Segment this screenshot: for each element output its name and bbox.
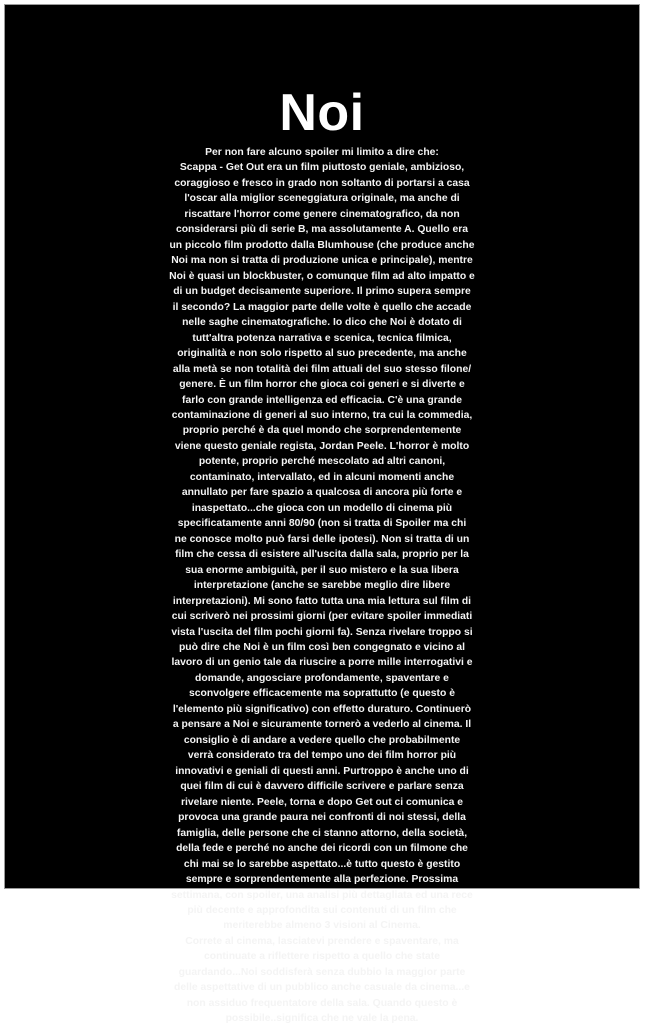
review-line: di un budget decisamente superiore. Il primo supera sempre	[173, 286, 471, 298]
review-line: Scappa - Get Out era un film piuttosto geniale, ambizioso,	[179, 162, 465, 174]
review-line: delle aspettative di un pubblico anche casuale da cinema...e	[174, 982, 470, 994]
review-line: provoca una grande paura nei confronti di noi stessi, della	[178, 812, 466, 824]
review-line: riscattare l'horror come genere cinematografico, da non	[184, 208, 460, 220]
review-line: famiglia, delle persone che ci stanno attorno, della società,	[176, 827, 468, 839]
review-line: a pensare a Noi e sicuramente tornerò a vederlo al cinema. Il	[172, 719, 472, 731]
review-line: sua enorme ambiguità, per il suo mistero e la sua libera	[185, 564, 459, 576]
review-line: lavoro di un genio tale da riuscire a porre mille interrogativi e	[171, 657, 473, 669]
review-line: proprio perché è da quel mondo che sorprendentemente	[182, 425, 462, 437]
review-line: viene questo geniale regista, Jordan Peele. L'horror è molto	[174, 440, 470, 452]
review-line: originalità e non solo rispetto al suo precedente, ma anche	[177, 348, 467, 360]
review-line: film che cessa di esistere all'uscita dalla sala, proprio per la	[175, 549, 469, 561]
review-line: guardando...Noi soddisferà senza dubbio la maggior parte	[178, 966, 466, 978]
review-line: della fede e perché no anche dei ricordi con un filmone che	[176, 843, 468, 855]
review-line: possibile..significa che ne vale la pena.	[225, 1013, 419, 1025]
review-line: l'elemento più significativo) con effetto duraturo. Continuerò	[172, 703, 472, 715]
review-line: inaspettato...che gioca con un modello di cinema più	[191, 502, 453, 514]
review-line: alla metà se non totalità dei film attuali del suo stesso filone/	[172, 363, 472, 375]
review-line: non assiduo frequentatore della sala. Quando questo è	[186, 997, 458, 1009]
review-line: domande, angosciare profondamente, spaventare e	[195, 672, 449, 684]
review-line: contaminazione di generi al suo interno, tra cui la commedia,	[171, 409, 473, 421]
review-line: cui scriverò nei prossimi giorni (per evitare spoiler immediati	[171, 611, 473, 623]
review-line: specificatamente anni 80/90 (non si tratta di Spoiler ma chi	[177, 518, 467, 530]
review-line: l'oscar alla miglior sceneggiatura originale, ma anche di	[184, 193, 460, 205]
review-line: interpretazione (anche se sarebbe meglio dire libere	[193, 580, 451, 592]
page-title: Noi	[279, 84, 365, 142]
review-line: sempre e sorprendentemente alla perfezione. Prossima	[185, 874, 459, 886]
review-line: continuate a riflettere rispetto a quello che state	[203, 951, 441, 963]
review-line: chi mai se lo sarebbe aspettato...è tutto questo è gestito	[183, 858, 461, 870]
review-text	[5, 145, 639, 1027]
review-line: Per non fare alcuno spoiler mi limito a dire che:	[205, 147, 439, 158]
review-line: Noi è quasi un blockbuster, o comunque film ad alto impatto e	[169, 270, 475, 282]
review-line: ne conosce molto può farsi delle ipotesi). Non si tratta di un	[174, 533, 470, 545]
review-line: considerarsi più di serie B, ma assolutamente A. Quello era	[175, 224, 469, 236]
review-line: sconvolgere efficacemente ma soprattutto (e questo è	[189, 688, 455, 700]
review-line: rivelare niente. Peele, torna e dopo Get out ci comunica e	[180, 796, 464, 808]
review-line: più decente e approfondita sui contenuti di un film che	[187, 904, 457, 916]
review-line: coraggioso e fresco in grado non soltanto di portarsi a casa	[174, 177, 470, 189]
review-line: innovativi e geniali di questi anni. Purtroppo è anche uno di	[175, 765, 469, 777]
review-line: settimana, con spoiler, una analisi più dettagliata ed una rece	[171, 889, 473, 901]
review-line: farlo con grande intelligenza ed efficacia. C'è una grande	[182, 394, 462, 406]
review-line: quei film di cui è davvero difficile scrivere e parlare senza	[180, 781, 464, 793]
review-line: può dire che Noi è un film così ben congegnato e vicino al	[178, 642, 466, 653]
review-line: verrà considerato tra del tempo uno dei film horror più	[187, 750, 457, 762]
review-line: contaminato, intervallato, ed in alcuni momenti anche	[189, 471, 455, 483]
review-line: interpretazioni). Mi sono fatto tutta una mia lettura sul film di	[172, 595, 472, 607]
review-line: meriterebbe almeno 3 visioni al Cinema.	[223, 920, 421, 932]
review-line: vista l'uscita del film pochi giorni fa). Senza rivelare troppo si	[171, 626, 473, 638]
story-card	[4, 4, 640, 1025]
review-line: un piccolo film prodotto dalla Blumhouse (che produce anche	[169, 239, 475, 251]
review-line: potente, proprio perché mescolato ad altri canoni,	[198, 456, 446, 468]
review-line: genere. È un film horror che gioca coi generi e si diverte e	[179, 379, 465, 391]
review-line: annullato per fare spazio a qualcosa di ancora più forte e	[181, 487, 463, 499]
review-line: Correte al cinema, lasciatevi prendere e spaventare, ma	[185, 935, 459, 947]
review-line: tutt'altra potenza narrativa e scenica, tecnica filmica,	[192, 332, 452, 344]
review-line: Noi ma non si tratta di produzione unica e principale), mentre	[171, 255, 473, 267]
review-line: il secondo? La maggior parte delle volte è quello che accade	[172, 301, 472, 313]
review-line: consiglio è di andare a vedere quello che probabilmente	[183, 734, 461, 746]
review-line: nelle saghe cinematografiche. Io dico che Noi è dotato di	[182, 317, 462, 329]
